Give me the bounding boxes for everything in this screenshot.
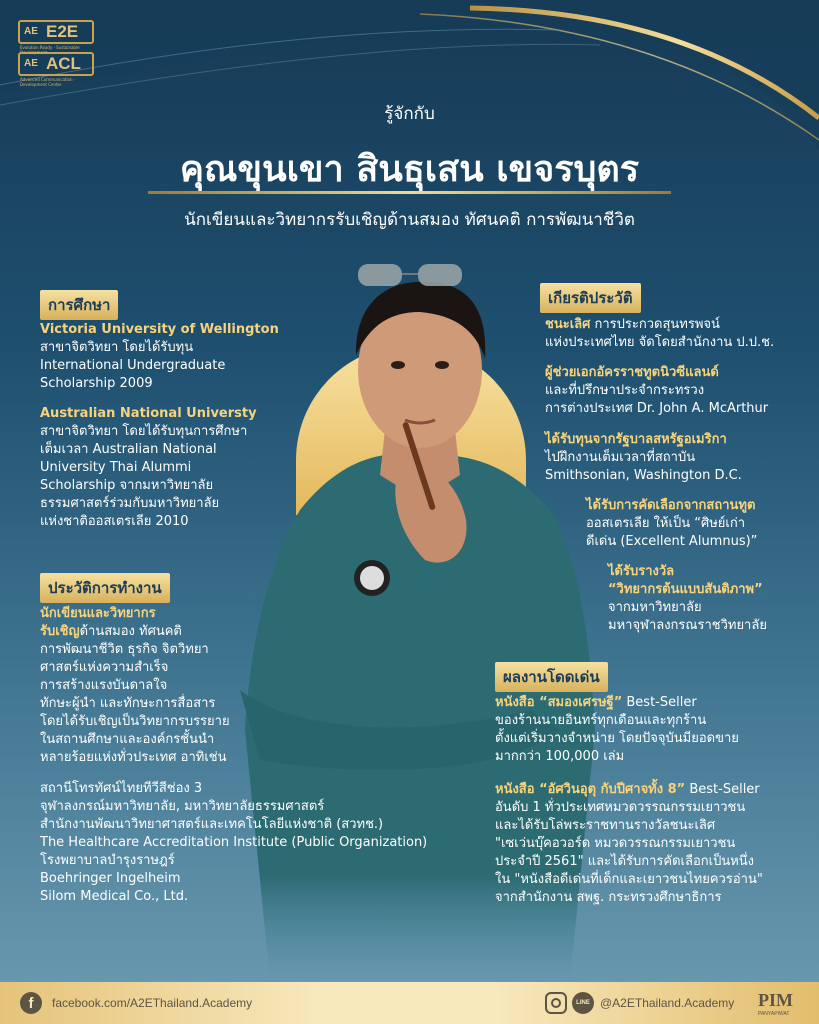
honor-item-3 xyxy=(545,431,805,485)
work-item-line: จากสำนักงาน สพฐ. กระทรวงศึกษาธิการ xyxy=(495,890,722,905)
e2e-tagline: Evolution Ready · Sustainable Development xyxy=(20,45,80,55)
education-item-line: International Undergraduate xyxy=(40,358,226,373)
work-item-line: และได้รับโล่พระราชทานรางวัลชนะเลิศ xyxy=(495,818,716,833)
title-underline xyxy=(148,191,671,194)
work-item-line: ตั้งแต่เริ่มวางจำหน่าย โดยปัจจุบันมียอดขาย xyxy=(495,731,739,746)
education-item-line: แห่งชาติออสเตรเลีย 2010 xyxy=(40,514,189,529)
section-title-career: ประวัติการทำงาน xyxy=(40,573,170,603)
honor-item-line: มหาจุฬาลงกรณราชวิทยาลัย xyxy=(608,618,767,633)
honor-item-line: Smithsonian, Washington D.C. xyxy=(545,468,742,483)
career-orgs xyxy=(40,780,500,906)
career-heading-rest: ด้านสมอง ทัศนคติ xyxy=(79,624,182,639)
education-item-2 xyxy=(40,405,290,531)
career-heading: นักเขียนและวิทยากร xyxy=(40,606,156,621)
honor-item-2 xyxy=(545,364,805,418)
career-line: ในสถานศึกษาและองค์กรชั้นนำ xyxy=(40,732,215,747)
facebook-link[interactable]: facebook.com/A2EThailand.Academy xyxy=(52,996,253,1010)
e2e-logo-text: E2E xyxy=(46,22,79,41)
work-item-rest: Best-Seller xyxy=(622,695,697,710)
work-item-line: มากกว่า 100,000 เล่ม xyxy=(495,749,625,764)
honor-item-5 xyxy=(608,563,813,635)
work-item-line: ของร้านนายอินทร์ทุกเดือนและทุกร้าน xyxy=(495,713,707,728)
logo-mark: AE xyxy=(24,26,38,37)
line-icon[interactable]: LINE xyxy=(572,992,594,1014)
honor-item-line: การต่างประเทศ Dr. John A. McArthur xyxy=(545,401,769,416)
career-line: หลายร้อยแห่งทั่วประเทศ อาทิเช่น xyxy=(40,750,227,765)
work-item-rest: Best-Seller xyxy=(685,782,760,797)
speaker-name: คุณขุนเขา สินธุเสน เขจรบุตร xyxy=(179,149,640,190)
work-item-line: ใน "หนังสือดีเด่นที่เด็กและเยาวชนไทยควรอ่าน" xyxy=(495,872,763,887)
education-item-heading: Australian National Universty xyxy=(40,406,257,421)
honor-item-heading: ได้รับรางวัล xyxy=(608,564,675,579)
honor-item-line: ดีเด่น (Excellent Alumnus)” xyxy=(586,534,758,549)
section-title-works: ผลงานโดดเด่น xyxy=(495,662,608,692)
instagram-icon-lens xyxy=(551,998,561,1008)
career-heading-line2 xyxy=(40,623,270,641)
work-item-title: หนังสือ “สมองเศรษฐี” xyxy=(495,695,623,710)
org-item: โรงพยาบาลบำรุงราษฎร์ xyxy=(40,853,175,868)
career-heading-bold: รับเชิญ xyxy=(40,624,80,639)
honor-item-4 xyxy=(586,497,811,551)
honor-item-rest: การประกวดสุนทรพจน์ xyxy=(590,317,720,332)
work-item-line: "เซเว่นบุ๊คอวอร์ด หมวดวรรณกรรมเยาวชน xyxy=(495,836,736,851)
org-item: Boehringer Ingelheim xyxy=(40,871,181,886)
career-line: การสร้างแรงบันดาลใจ xyxy=(40,678,168,693)
work-item-title: หนังสือ “อัศวินอุตุ กับปีศาจทั้ง 8” xyxy=(495,782,686,797)
org-item: จุฬาลงกรณ์มหาวิทยาลัย, มหาวิทยาลัยธรรมศาสตร์ xyxy=(40,799,325,814)
work-item-line: อันดับ 1 ทั่วประเทศหมวดวรรณกรรมเยาวชน xyxy=(495,800,746,815)
work-item-first-line xyxy=(495,781,810,799)
honor-item-first-line xyxy=(545,316,805,334)
org-item: The Healthcare Accreditation Institute (Public Organization) xyxy=(40,835,428,850)
org-item: Silom Medical Co., Ltd. xyxy=(40,889,189,904)
education-item-1 xyxy=(40,321,290,393)
section-title-honors: เกียรติประวัติ xyxy=(540,283,641,313)
acl-logo xyxy=(18,52,94,76)
honor-item-heading: ได้รับทุนจากรัฐบาลสหรัฐอเมริกา xyxy=(545,432,727,447)
education-item-heading: Victoria University of Wellington xyxy=(40,322,279,337)
career-line: ศาสตร์แห่งความสำเร็จ xyxy=(40,660,169,675)
social-handle[interactable]: @A2EThailand.Academy xyxy=(600,996,735,1010)
education-item-line: University Thai Alummi xyxy=(40,460,192,475)
e2e-logo xyxy=(18,20,94,44)
honor-item-line: จากมหาวิทยาลัย xyxy=(608,600,702,615)
honor-item-line: แห่งประเทศไทย จัดโดยสำนักงาน ป.ป.ช. xyxy=(545,335,775,350)
education-item-line: สาขาจิตวิทยา โดยได้รับทุน xyxy=(40,340,194,355)
header-swoosh xyxy=(0,0,819,150)
acl-tagline: Advanced Communication · Development Center xyxy=(20,77,76,87)
education-item-line: สาขาจิตวิทยา โดยได้รับทุนการศึกษา xyxy=(40,424,248,439)
career-line: โดยได้รับเชิญเป็นวิทยากรบรรยาย xyxy=(40,714,230,729)
education-item-line: Scholarship จากมหาวิทยาลัย xyxy=(40,478,214,493)
logo-mark: AE xyxy=(24,58,38,69)
work-item-1 xyxy=(495,694,805,766)
speaker-subtitle: นักเขียนและวิทยากรรับเชิญด้านสมอง ทัศนคติ การพัฒนาชีวิต xyxy=(184,210,635,230)
acl-logo-text: ACL xyxy=(46,54,81,73)
honor-item-line: ออสเตรเลีย ให้เป็น “ศิษย์เก่า xyxy=(586,516,745,531)
career-line: ทักษะผู้นำ และทักษะการสื่อสาร xyxy=(40,696,216,711)
intro-text: รู้จักกับ xyxy=(384,104,435,124)
honor-item-award: “วิทยากรต้นแบบสันติภาพ” xyxy=(608,582,763,597)
career-summary xyxy=(40,605,270,767)
education-item-line: เต็มเวลา Australian National xyxy=(40,442,217,457)
org-item: สำนักงานพัฒนาวิทยาศาสตร์และเทคโนโลยีแห่งชาติ (สวทช.) xyxy=(40,817,384,832)
section-title-education: การศึกษา xyxy=(40,290,118,320)
honor-item-1 xyxy=(545,316,805,352)
education-item-line: Scholarship 2009 xyxy=(40,376,153,391)
honor-item-heading: ชนะเลิศ xyxy=(545,317,591,332)
pim-logo: PIM xyxy=(758,990,793,1010)
pim-logo-subtext: PANYAPIWAT xyxy=(758,1011,790,1017)
honor-item-heading: ได้รับการคัดเลือกจากสถานทูต xyxy=(586,498,756,513)
work-item-line: ประจำปี 2561" และได้รับการคัดเลือกเป็นหนึ่ง xyxy=(495,854,755,869)
work-item-2 xyxy=(495,781,810,907)
honor-item-heading: ผู้ช่วยเอกอัครราชทูตนิวซีแลนด์ xyxy=(545,365,719,380)
facebook-icon[interactable]: f xyxy=(20,992,42,1014)
work-item-first-line xyxy=(495,694,805,712)
education-item-line: ธรรมศาสตร์ร่วมกับมหาวิทยาลัย xyxy=(40,496,220,511)
career-line: การพัฒนาชีวิต ธุรกิจ จิตวิทยา xyxy=(40,642,209,657)
honor-item-line: และที่ปรึกษาประจำกระทรวง xyxy=(545,383,705,398)
honor-item-line: ไปฝึกงานเต็มเวลาที่สถาบัน xyxy=(545,450,696,465)
org-item: สถานีโทรทัศน์ไทยทีวีสีช่อง 3 xyxy=(40,781,203,796)
